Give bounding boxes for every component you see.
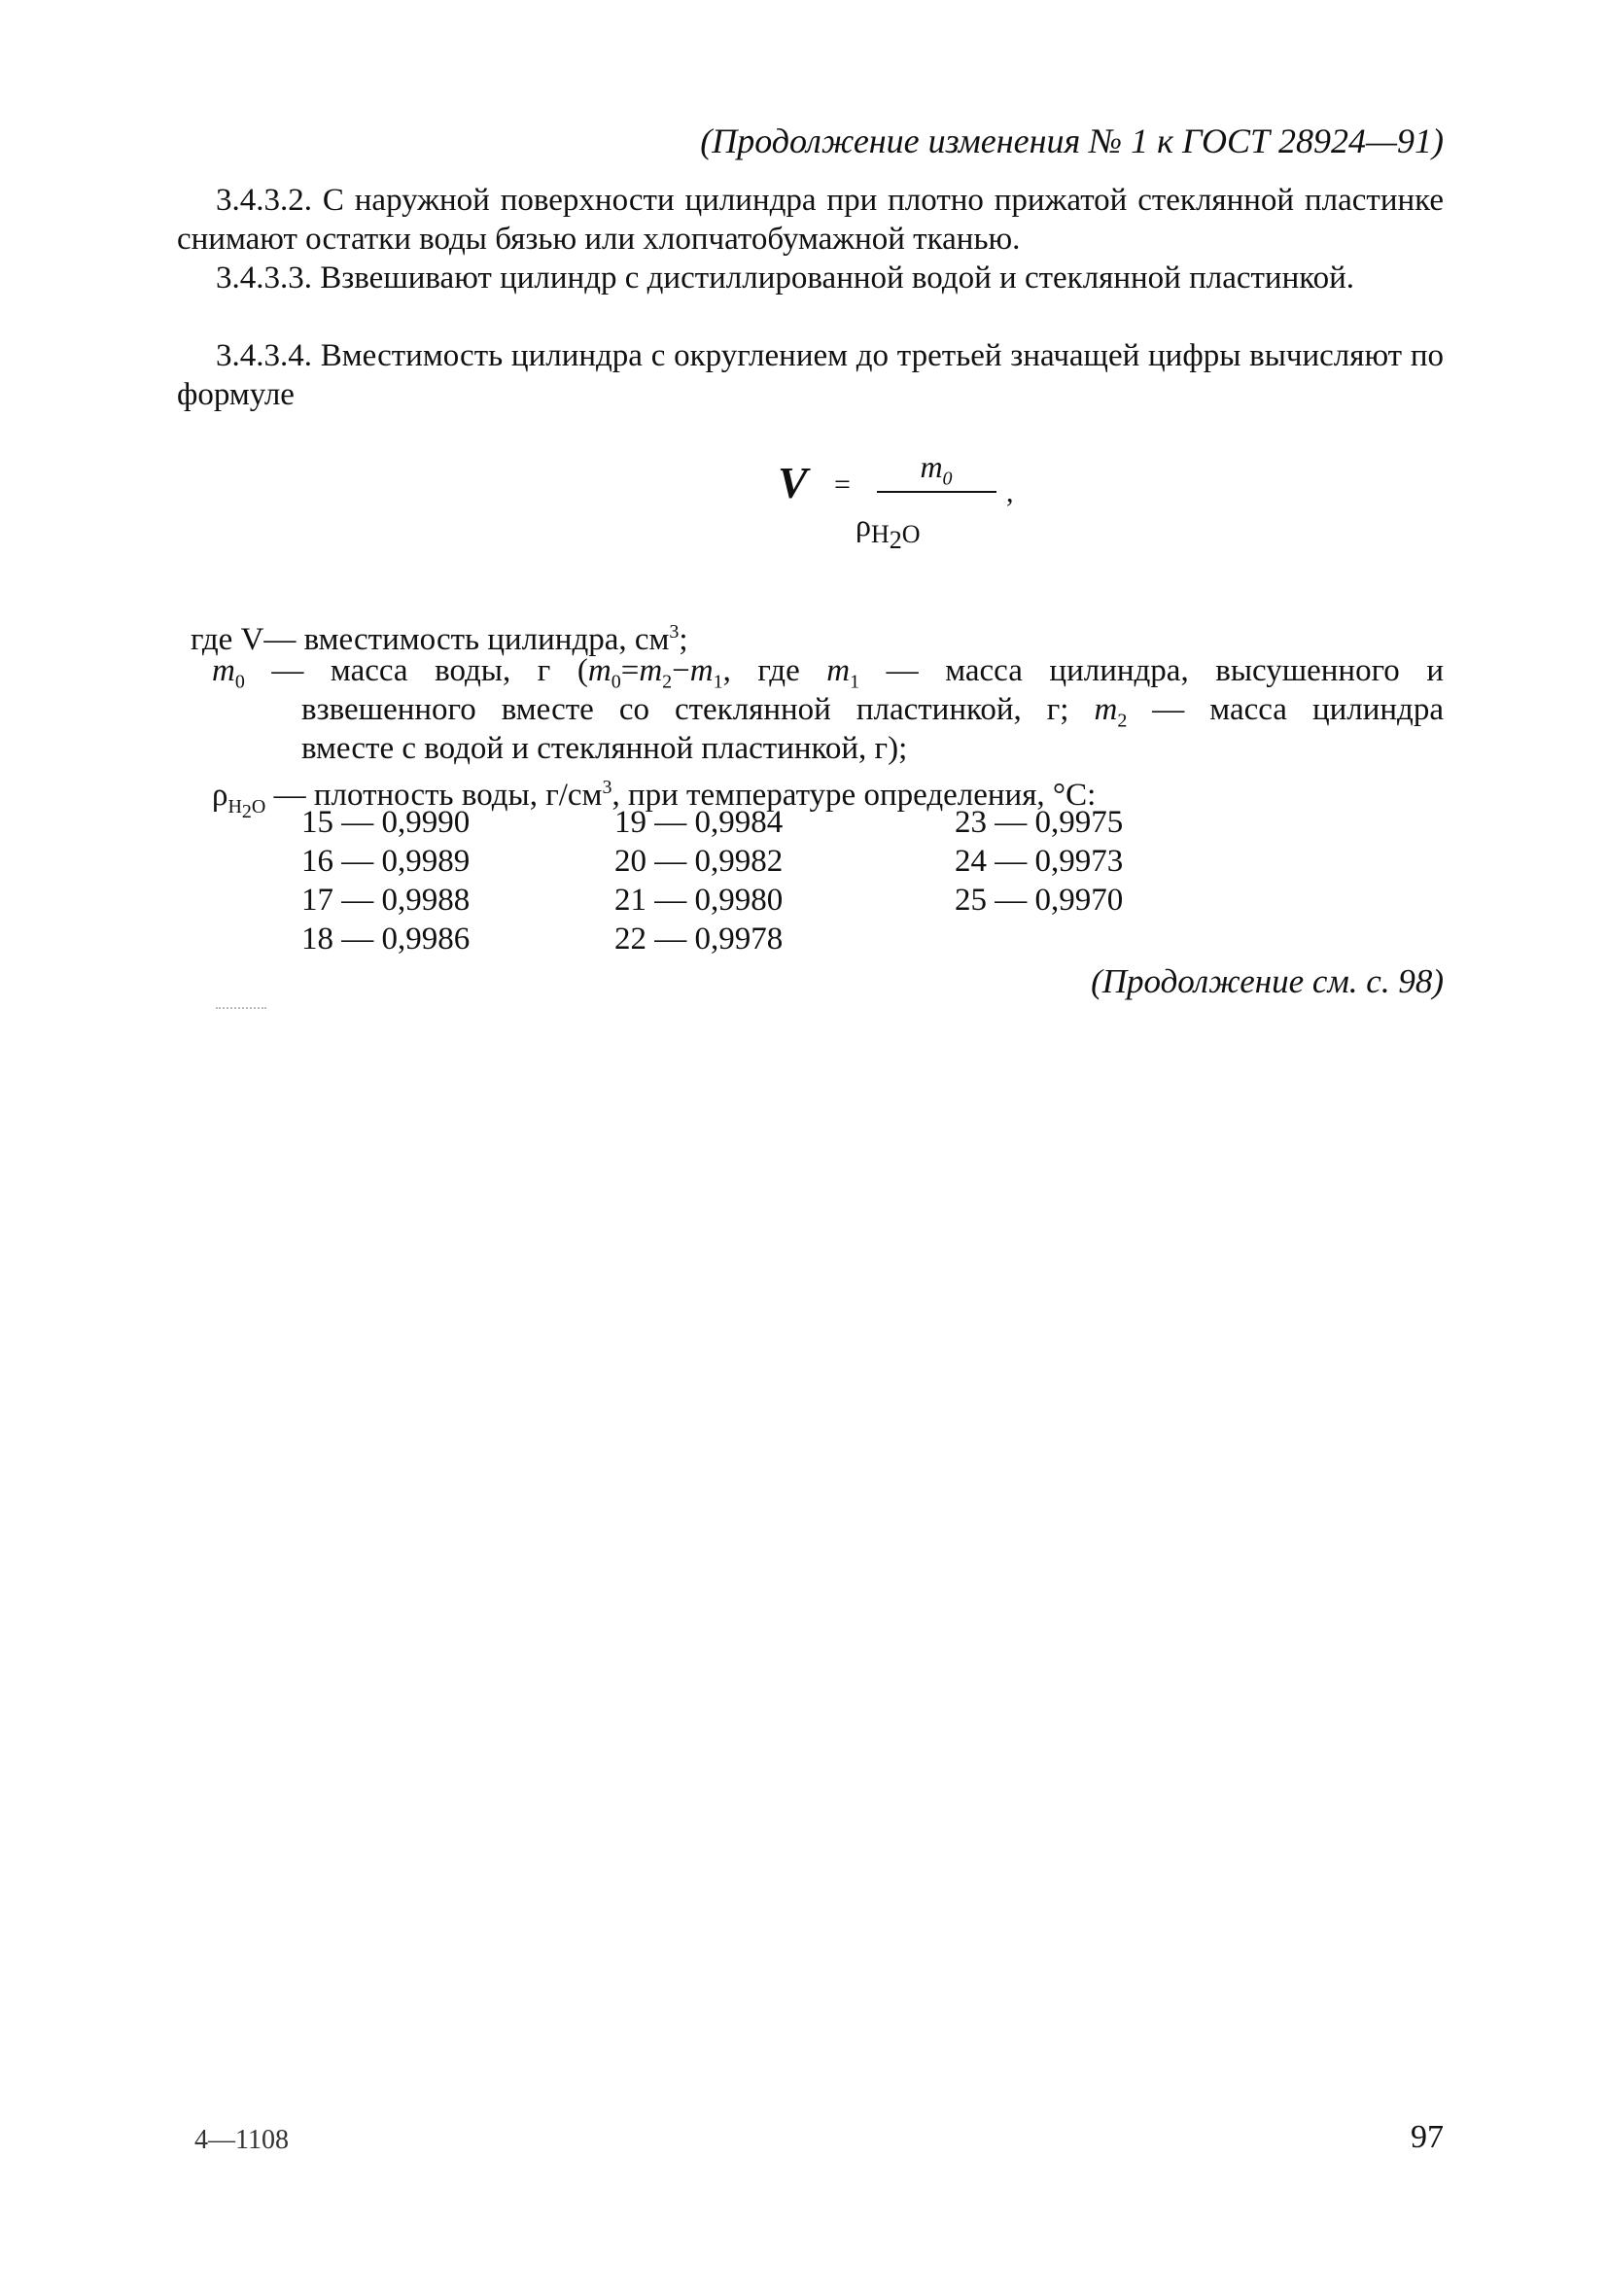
paragraph-3-4-3-2: 3.4.3.2. С наружной поверхности цилиндра при плотно прижатой стеклянной пластинке снимают остатки воды бязью или хлопчатобумажной тканью. [177,183,1444,257]
volume-formula [768,449,1014,556]
formula-denominator: $\rho_{H_2O}$ [856,507,921,555]
formula-equals: = [834,469,851,501]
density-row: 23 — 0,9975 [955,805,1124,840]
scan-dots [216,1007,266,1009]
density-row: 18 — 0,9986 [301,922,471,957]
density-row: 21 — 0,9980 [614,883,784,918]
density-row: 16 — 0,9989 [301,844,471,879]
paragraph-3-4-3-3: 3.4.3.3. Взвешивают цилиндр с дистиллированной водой и стеклянной пластинкой. [216,261,1355,296]
formula-comma: , [1006,476,1014,508]
definition-v: где V— вместимость цилиндра, $см^3$; [191,621,688,657]
density-column-2 [614,803,783,958]
definition-m0-line1: $m_0$ — масса воды, г ($m_0=m_2-m_1$, где $m_1$ — масса цилиндра, высушенного и [212,653,1444,693]
header-continuation: (Продолжение изменения № 1 к ГОСТ 28924—91) [700,122,1444,160]
density-row: 15 — 0,9990 [301,805,471,840]
density-row: 17 — 0,9988 [301,883,471,918]
density-row: 20 — 0,9982 [614,844,784,879]
density-column-1 [301,803,470,958]
density-row: 24 — 0,9973 [955,844,1124,879]
footer-continuation: (Продолжение см. с. 98) [1091,962,1444,1000]
paragraph-3-4-3-4: 3.4.3.4. Вместимость цилиндра с округлением до третьей значащей цифры вычисляют по формуле [177,338,1444,412]
density-row: 25 — 0,9970 [955,883,1124,918]
density-row: 22 — 0,9978 [614,922,784,957]
page-number: 97 [1411,2119,1444,2155]
density-column-3 [955,803,1123,920]
definition-m0-line2: взвешенного вместе со стеклянной пластинкой, г; $m_2$ — масса цилиндра [301,692,1444,732]
print-code: 4—1108 [194,2125,289,2155]
definition-rho: $\rho_{H_2O}$ — плотность воды, $г/см^3$, при температуре определения, °С: [212,777,1097,822]
density-row: 19 — 0,9984 [614,805,784,840]
fraction-bar [877,491,996,493]
formula-lhs: V [778,458,808,507]
formula-numerator: $m_0$ [920,449,953,490]
definition-m0-line3: вместе с водой и стеклянной пластинкой, г); [301,731,908,766]
